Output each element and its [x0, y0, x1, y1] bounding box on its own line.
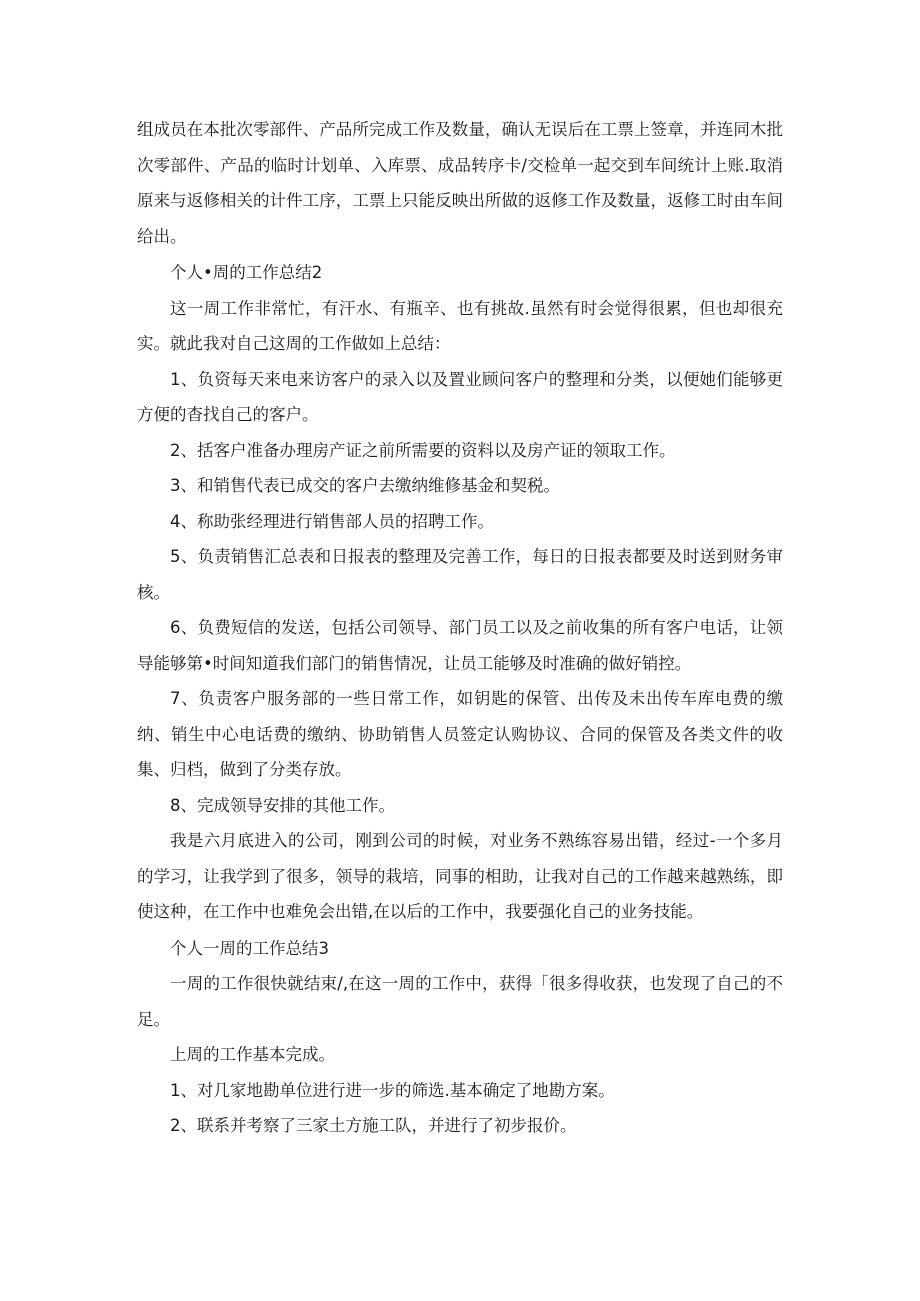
- section-heading-3: 个人一周的工作总结3: [170, 938, 329, 958]
- list-item-8: 8、完成领导安排的其他工作。: [170, 795, 395, 815]
- list-item-3: 3、和销售代表已成交的客户去缴纳维修基金和契税。: [170, 476, 560, 495]
- paragraph-intro-2: 这一周工作非常忙，有汗水、有瓶辛、也有挑故.虽然有时会觉得很累，但也却很充实。就此我对自己这周的工作做如上总结：: [137, 298, 783, 353]
- list-item-4: 4、称助张经理进行销售部人员的招聘工作。: [170, 511, 494, 531]
- list-item-1: 1、负资每天来电来访客户的录入以及置业顾问客户的整理和分类，以便她们能够更方便的杳找自己的客户。: [137, 369, 783, 424]
- list-item-2: 2、括客户准备办理房产证之前所需要的资料以及房产证的领取工作。: [170, 440, 676, 460]
- paragraph-summary: 上周的工作基本完成。: [170, 1045, 335, 1064]
- list-item-3-1: 1、对几家地勘单位进行进一步的筛选.基本确定了地勘方案。: [170, 1080, 615, 1100]
- list-item-3-2: 2、联系并考察了三家土方施工队，并进行了初步报价。: [170, 1116, 577, 1135]
- list-item-6: 6、负费短信的发送，包括公司领导、部门员工以及之前收集的所有客户电话，让领导能够第•时间知道我们部门的销售情况，让员工能够及时准确的做好销控。: [137, 618, 783, 673]
- paragraph-intro-3: 一周的工作很快就结束/,在这一周的工作中，获得「很多得收获，也发现了自己的不足。: [137, 974, 783, 1029]
- list-item-5: 5、负责销售汇总表和日报表的整理及完善工作，每日的日报表都要及时送到财务审核。: [137, 547, 783, 602]
- paragraph-1: 组成员在本批次零部件、产品所完成工作及数量，确认无误后在工票上签章，并连同木批次零部件、产品的临时计划单、入库票、成品转序卡/交检单一起交到车间统计上账.取消原来与返修相关的计件工序，工票上只能反映出所做的返修工作及数量，返修工时由车间给出。: [137, 120, 783, 246]
- list-item-7: 7、负责客户服务部的一些日常工作，如钥匙的保管、出传及未出传车库电费的缴纳、销生中心电话费的缴纳、协助销售人员签定认购协议、合同的保管及各类文件的收集、归档，做到了分类存放。: [137, 689, 783, 779]
- paragraph-reflection: 我是六月底进入的公司，刚到公司的时候，对业务不熟练容易出错，经过-一个多月的学习，让我学到了很多，领导的栽培，同事的相助，让我对自己的工作越来越熟练，即使这种，在工作中也难免会出错,在以后的工作中，我要强化自己的业务技能。: [137, 831, 783, 921]
- document-body: [137, 112, 783, 1144]
- section-heading-2: 个人•周的工作总结2: [170, 263, 323, 282]
